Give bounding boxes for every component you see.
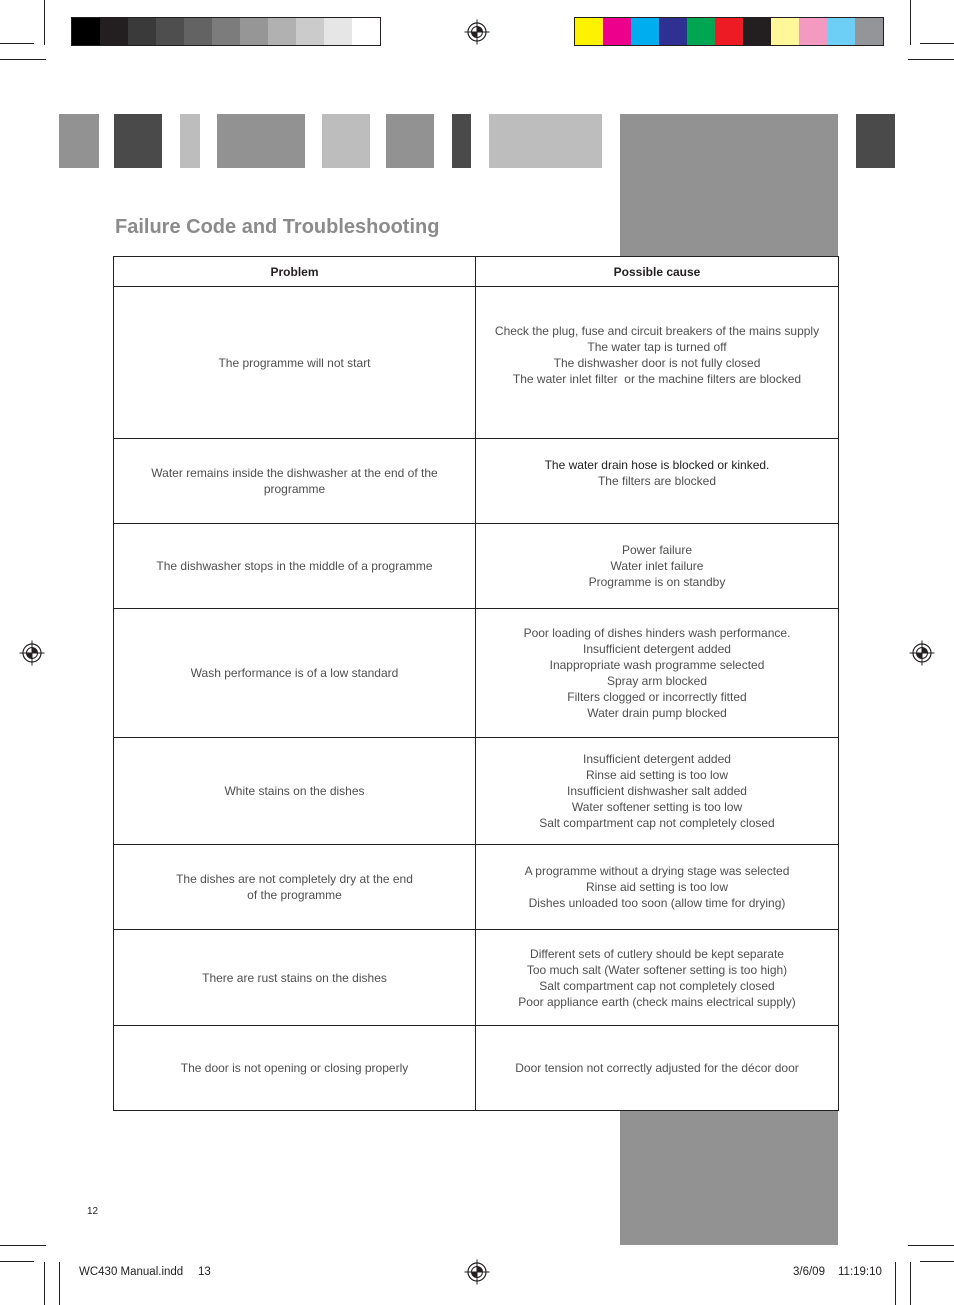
- table-header-problem: [114, 257, 476, 287]
- cause-cell: [476, 930, 839, 1026]
- cause-cell: [476, 845, 839, 930]
- crop-mark: [920, 1261, 954, 1262]
- cause-text: Salt compartment cap not completely closed: [539, 978, 775, 993]
- problem-cell: [114, 439, 476, 524]
- cause-cell: [476, 738, 839, 845]
- cause-text: Poor loading of dishes hinders wash performance.: [523, 626, 791, 640]
- problem-text: There are rust stains on the dishes: [202, 970, 387, 985]
- cause-cell: [476, 1026, 839, 1111]
- cause-text: Rinse aid setting is too low: [585, 768, 729, 782]
- problem-text: Water remains inside the dishwasher at the end of the: [151, 466, 438, 480]
- process-swatch: [603, 18, 631, 45]
- process-swatch: [575, 18, 603, 45]
- problem-text: The dishwasher stops in the middle of a programme: [156, 559, 433, 573]
- cause-text: Insufficient detergent added: [583, 642, 731, 656]
- gray-tab-block: [114, 114, 162, 168]
- slug-time: 11:19:10: [838, 1266, 882, 1278]
- crop-mark: [0, 1245, 46, 1246]
- crop-mark: [895, 1262, 896, 1305]
- crop-mark: [0, 43, 34, 44]
- table-row: [114, 609, 839, 738]
- process-swatch: [743, 18, 771, 45]
- table-row: [114, 524, 839, 609]
- gray-swatch: [240, 18, 268, 45]
- page-title: Failure Code and Troubleshooting: [115, 216, 440, 238]
- cause-text: Filters clogged or incorrectly fitted: [567, 690, 747, 704]
- crop-mark: [44, 1262, 45, 1305]
- process-swatch: [631, 18, 659, 45]
- gray-tab-block: [322, 114, 370, 168]
- cause-text: Door tension not correctly adjusted for the décor door: [515, 1061, 799, 1075]
- table-header-problem-label: Problem: [270, 264, 319, 279]
- registration-mark-icon: [19, 640, 45, 666]
- problem-cell: [114, 845, 476, 930]
- gray-swatch: [156, 18, 184, 45]
- gray-swatch: [296, 18, 324, 45]
- problem-text: The programme will not start: [218, 355, 371, 370]
- problem-cell: [114, 930, 476, 1026]
- cause-text: Dishes unloaded too soon (allow time for drying): [528, 896, 786, 910]
- process-swatch: [687, 18, 715, 45]
- cause-text: The dishwasher door is not fully closed: [553, 355, 761, 370]
- cause-text: Water drain pump blocked: [587, 706, 727, 720]
- cause-text: Water inlet failure: [610, 559, 704, 573]
- problem-cell: [114, 287, 476, 439]
- cause-cell: [476, 439, 839, 524]
- cause-text: Check the plug, fuse and circuit breakers of the mains supply: [494, 323, 820, 338]
- cause-text: Spray arm blocked: [606, 674, 708, 688]
- gray-tab-block-large: [620, 114, 838, 256]
- cause-text: Insufficient detergent added: [583, 752, 731, 766]
- gray-swatch: [352, 18, 380, 45]
- page-number: 12: [87, 1206, 99, 1217]
- process-swatch: [715, 18, 743, 45]
- problem-text: of the programme: [247, 888, 342, 902]
- table-header-row: [114, 257, 839, 287]
- cause-cell: [476, 524, 839, 609]
- cause-text: Power failure: [621, 543, 693, 557]
- gray-swatch: [324, 18, 352, 45]
- cause-text: Rinse aid setting is too low: [585, 880, 729, 894]
- registration-mark-icon: [909, 640, 935, 666]
- table-row: [114, 845, 839, 930]
- process-swatch: [827, 18, 855, 45]
- slug-date: 3/6/09: [793, 1266, 825, 1278]
- cause-text: The water inlet filter or the machine filters are blocked: [512, 371, 802, 386]
- cause-text: Different sets of cutlery should be kept separate: [530, 946, 784, 961]
- problem-cell: [114, 609, 476, 738]
- problem-text: The dishes are not completely dry at the end: [176, 872, 413, 886]
- grayscale-color-bar: [71, 17, 381, 46]
- gray-tab-block: [856, 114, 895, 168]
- process-swatch: [799, 18, 827, 45]
- gray-tab-block: [217, 114, 305, 168]
- cause-cell: [476, 609, 839, 738]
- process-swatch: [855, 18, 883, 45]
- cause-text: A programme without a drying stage was selected: [524, 864, 790, 878]
- gray-swatch: [72, 18, 100, 45]
- table-row: [114, 439, 839, 524]
- crop-mark: [59, 1262, 60, 1305]
- gray-swatch: [100, 18, 128, 45]
- registration-mark-icon: [464, 19, 490, 45]
- problem-text: programme: [263, 482, 326, 496]
- table-row: [114, 287, 839, 439]
- cause-text: Water softener setting is too low: [571, 800, 743, 814]
- cause-text: Salt compartment cap not completely closed: [539, 816, 775, 830]
- problem-cell: [114, 1026, 476, 1111]
- crop-mark: [910, 0, 911, 45]
- table-row: [114, 1026, 839, 1111]
- problem-text: White stains on the dishes: [224, 784, 365, 798]
- gray-tab-block: [489, 114, 602, 168]
- table-row: [114, 738, 839, 845]
- problem-cell: [114, 524, 476, 609]
- gray-tab-block: [180, 114, 200, 168]
- problem-cell: [114, 738, 476, 845]
- registration-mark-icon: [464, 1259, 490, 1285]
- problem-text: Wash performance is of a low standard: [190, 666, 399, 680]
- crop-mark: [0, 1261, 34, 1262]
- slug-file-page: 13: [198, 1266, 211, 1278]
- cause-text: Insufficient dishwasher salt added: [567, 784, 747, 798]
- gray-swatch: [212, 18, 240, 45]
- cause-text: The water tap is turned off: [587, 339, 727, 354]
- problem-text: The door is not opening or closing properly: [180, 1061, 409, 1075]
- crop-mark: [920, 43, 954, 44]
- table-header-cause-label: Possible cause: [613, 264, 701, 279]
- crop-mark: [44, 0, 45, 45]
- table-header-cause: [476, 257, 839, 287]
- gray-swatch: [184, 18, 212, 45]
- slug-filename: WC430 Manual.indd: [79, 1266, 184, 1278]
- crop-mark: [908, 59, 954, 60]
- gray-swatch: [268, 18, 296, 45]
- gray-tab-block: [386, 114, 434, 168]
- cause-text: Too much salt (Water softener setting is too high): [526, 962, 788, 977]
- crop-mark: [0, 59, 46, 60]
- crop-mark: [908, 1245, 954, 1246]
- crop-mark: [910, 1262, 911, 1305]
- process-swatch: [659, 18, 687, 45]
- cause-text: Programme is on standby: [588, 575, 726, 589]
- cause-text: The water drain hose is blocked or kinked.: [544, 458, 770, 472]
- gray-footer-block: [620, 1110, 838, 1245]
- cause-cell: [476, 287, 839, 439]
- troubleshooting-table: [113, 256, 839, 1111]
- cause-text: Poor appliance earth (check mains electrical supply): [518, 994, 796, 1009]
- process-swatch: [771, 18, 799, 45]
- gray-tab-block: [452, 114, 471, 168]
- gray-tab-block: [59, 114, 99, 168]
- cause-text: Inappropriate wash programme selected: [549, 658, 765, 672]
- cause-text: The filters are blocked: [597, 474, 717, 488]
- gray-swatch: [128, 18, 156, 45]
- table-row: [114, 930, 839, 1026]
- process-color-bar: [574, 17, 884, 46]
